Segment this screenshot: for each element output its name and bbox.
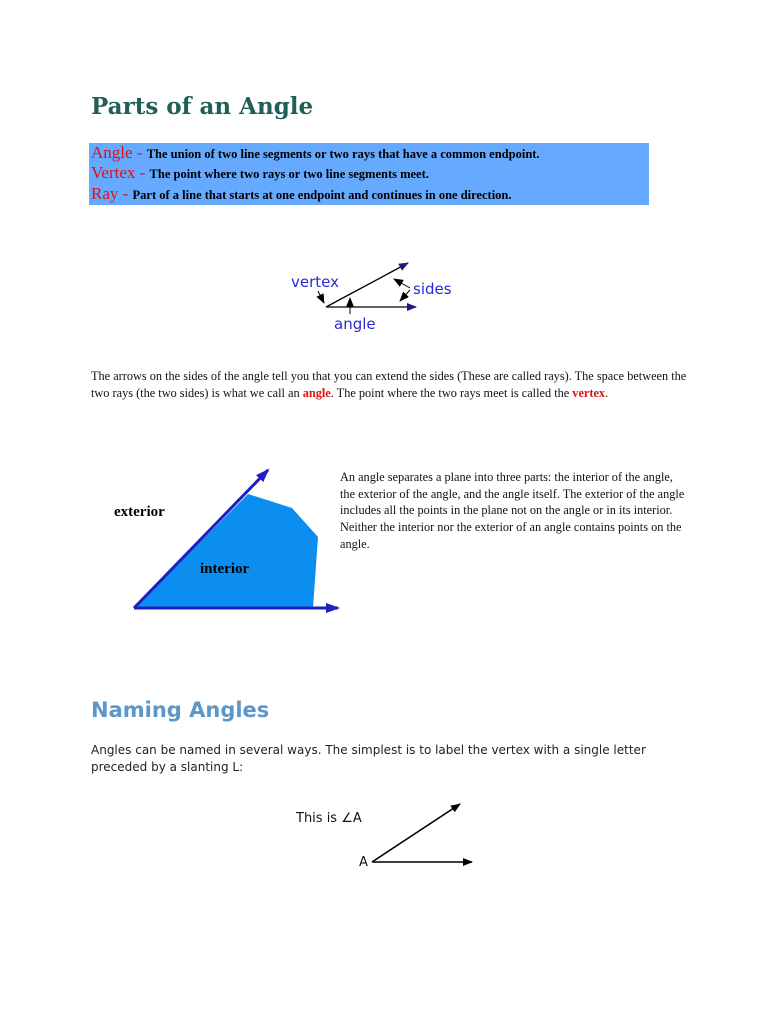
vertex-letter: A [359, 855, 368, 870]
definition-text: Part of a line that starts at one endpoint and continues in one direction. [132, 188, 512, 202]
plane-parts-paragraph: An angle separates a plane into three parts: the interior of the angle, the exterior of the angle, and the angle itself. The exterior of the angle includes all the points in the plane not on the angle or in its interior. Neither the interior nor the exterior of an angle contains points on the angle. [340, 470, 685, 551]
upper-ray [372, 804, 460, 862]
figure2 [114, 470, 338, 608]
naming-angles-paragraph: Angles can be named in several ways. The simplest is to label the vertex with a single letter preceded by a slanting L: [91, 743, 646, 774]
figure1 [291, 263, 452, 333]
rays-explanation-paragraph [91, 368, 691, 401]
angle-term: angle [302, 385, 331, 400]
definition-term: Ray - [91, 184, 133, 203]
definition-term: Vertex - [91, 163, 150, 182]
figure3 [295, 804, 472, 870]
definition-text: The point where two rays or two line segments meet. [149, 167, 429, 181]
angle-name-caption: This is ∠A [296, 811, 362, 826]
vertex-term: vertex [572, 385, 606, 400]
angle-label: angle [334, 315, 376, 333]
paragraph-text: . The point where the two rays meet is called the [330, 385, 573, 400]
paragraph-text: The arrows on the sides of the angle tell you that you can extend the sides (These are called rays). The space between the two rays (the two sides) is what we call an [91, 369, 687, 400]
definition-text: The union of two line segments or two rays that have a common endpoint. [146, 147, 540, 161]
interior-label: interior [200, 561, 250, 577]
definition-term: Angle - [91, 143, 147, 162]
paragraph-text: . [605, 385, 609, 400]
section-title: Naming Angles [91, 698, 270, 722]
exterior-label: exterior [114, 504, 165, 520]
vertex-pointer-arrow [318, 291, 324, 303]
sides-pointer-lower [400, 290, 410, 301]
sides-pointer-upper [394, 279, 410, 288]
page-title: Parts of an Angle [91, 93, 314, 120]
sides-label: sides [413, 280, 452, 298]
vertex-label: vertex [291, 273, 339, 291]
